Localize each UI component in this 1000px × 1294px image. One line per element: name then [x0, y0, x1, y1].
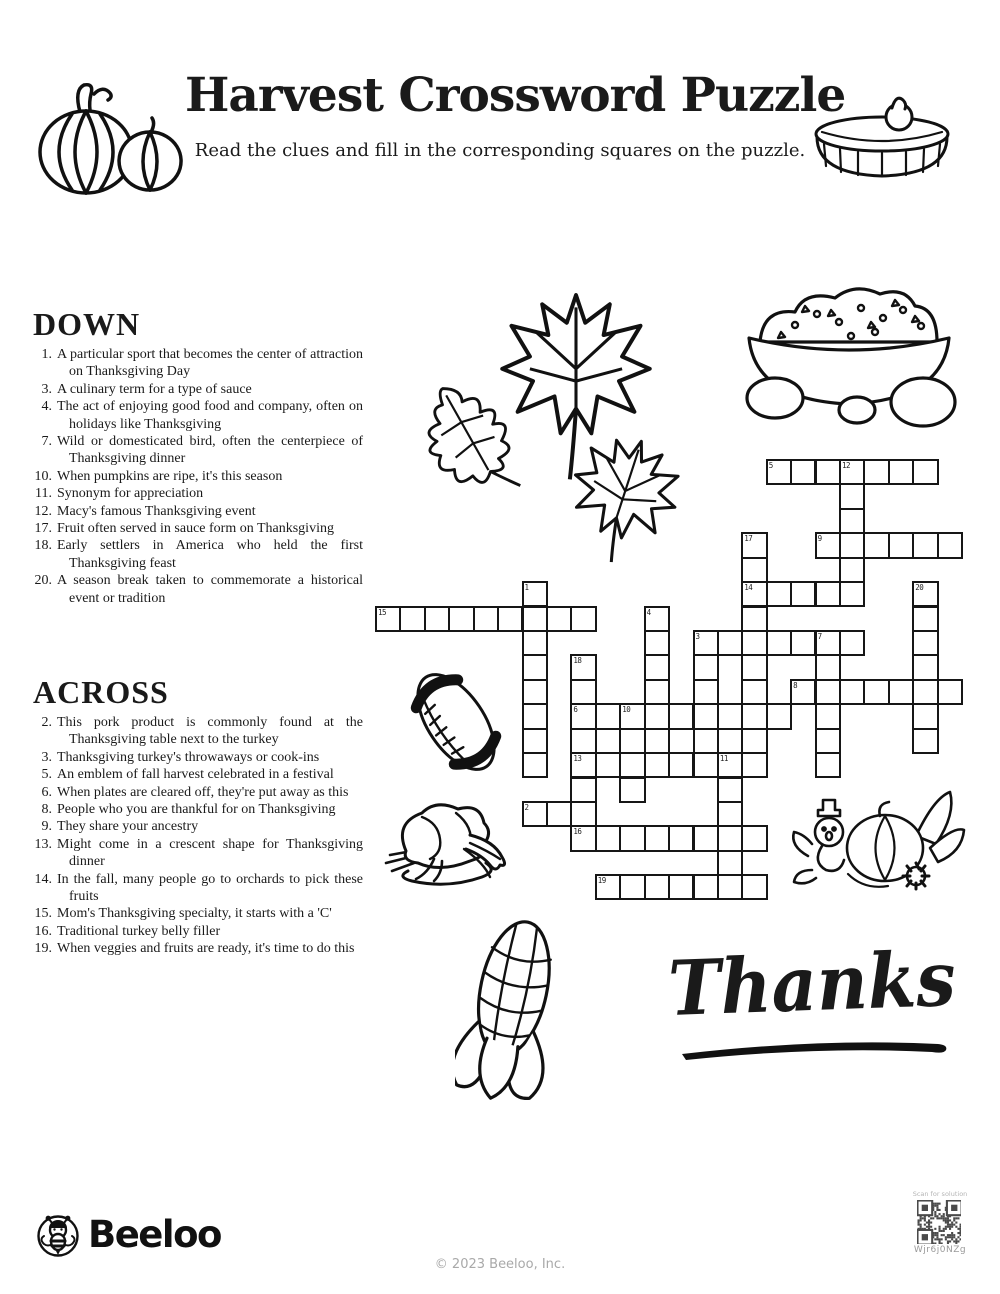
grid-cell-r10-c8: [570, 703, 596, 729]
grid-cell-r6-c2: [424, 606, 450, 632]
cell-number-8: 8: [793, 680, 798, 690]
beeloo-wordmark: Beeloo: [88, 1213, 221, 1256]
clue-number: 6.: [41, 784, 52, 800]
grid-cell-r8-c22: [912, 654, 938, 680]
grid-cell-r5-c16: [766, 581, 792, 607]
clue-number: 1.: [41, 347, 52, 362]
clue-number: 14.: [34, 871, 52, 887]
clue-number: 13.: [34, 836, 52, 852]
pumpkins-illustration: [28, 78, 190, 198]
clue-text: A culinary term for a type of sauce: [57, 381, 252, 397]
grid-cell-r3-c22: [912, 532, 938, 558]
cell-number-3: 3: [695, 631, 700, 641]
grid-cell-r7-c15: [741, 630, 767, 656]
clue-number: 18.: [34, 538, 52, 554]
cell-number-7: 7: [817, 631, 822, 641]
grid-cell-r7-c11: [644, 630, 670, 656]
cell-number-4: 4: [646, 607, 651, 617]
grid-cell-r14-c14: [717, 801, 743, 827]
grid-cell-r12-c14: [717, 752, 743, 778]
grid-cell-r5-c22: [912, 581, 938, 607]
grid-cell-r10-c13: [693, 703, 719, 729]
grid-cell-r13-c14: [717, 777, 743, 803]
across-clue-2: [33, 714, 363, 749]
cell-number-13: 13: [573, 754, 582, 763]
grid-cell-r9-c21: [888, 679, 914, 705]
grid-cell-r10-c14: [717, 703, 743, 729]
grid-cell-r6-c22: [912, 606, 938, 632]
grid-cell-r9-c6: [522, 679, 548, 705]
grid-cell-r3-c18: [815, 532, 841, 558]
clue-text: When plates are cleared off, they're put away as this: [57, 784, 349, 800]
cell-number-2: 2: [524, 802, 529, 812]
thanks-underline: [680, 1036, 952, 1062]
grid-cell-r10-c6: [522, 703, 548, 729]
grid-cell-r0-c22: [912, 459, 938, 485]
grid-cell-r12-c15: [741, 752, 767, 778]
clue-number: 5.: [41, 767, 52, 783]
cell-number-20: 20: [915, 583, 924, 593]
clue-text: Wild or domesticated bird, often the centerpiece of Thanksgiving dinner: [57, 434, 363, 467]
cell-number-18: 18: [573, 656, 582, 666]
cell-number-10: 10: [622, 705, 631, 715]
grid-cell-r2-c19: [839, 508, 865, 534]
down-clue-10: [33, 468, 363, 485]
cell-number-15: 15: [378, 607, 387, 617]
clue-number: 15.: [34, 906, 52, 922]
cell-number-1: 1: [524, 583, 529, 593]
grid-cell-r9-c18: [815, 679, 841, 705]
grid-cell-r6-c7: [546, 606, 572, 632]
grid-cell-r11-c6: [522, 728, 548, 754]
down-clue-20: [33, 572, 363, 607]
grid-cell-r15-c12: [668, 825, 694, 851]
grid-cell-r12-c11: [644, 752, 670, 778]
grid-cell-r9-c23: [937, 679, 963, 705]
grid-cell-r3-c23: [937, 532, 963, 558]
grid-cell-r9-c8: [570, 679, 596, 705]
beeloo-logo-icon: [36, 1214, 80, 1258]
grid-cell-r8-c15: [741, 654, 767, 680]
clue-text: Early settlers in America who held the first Thanksgiving feast: [57, 538, 363, 571]
down-clue-18: [33, 537, 363, 572]
across-clue-5: [33, 766, 363, 783]
clue-text: Synonym for appreciation: [57, 486, 204, 502]
clue-text: Might come in a crescent shape for Thanksgiving dinner: [57, 836, 363, 870]
grid-cell-r5-c18: [815, 581, 841, 607]
down-clue-11: [33, 485, 363, 502]
grid-cell-r9-c11: [644, 679, 670, 705]
grid-cell-r0-c17: [790, 459, 816, 485]
grid-cell-r3-c15: [741, 532, 767, 558]
grid-cell-r15-c8: [570, 825, 596, 851]
grid-cell-r9-c20: [863, 679, 889, 705]
grid-cell-r11-c22: [912, 728, 938, 754]
clue-number: 12.: [34, 503, 52, 519]
grid-cell-r1-c19: [839, 483, 865, 509]
clue-text: A particular sport that becomes the center of attraction on Thanksgiving Day: [57, 347, 363, 380]
across-section-heading: ACROSS: [33, 674, 169, 710]
grid-cell-r11-c18: [815, 728, 841, 754]
grid-cell-r14-c8: [570, 801, 596, 827]
grid-cell-r7-c18: [815, 630, 841, 656]
clue-text: They share your ancestry: [57, 819, 199, 835]
grid-cell-r9-c17: [790, 679, 816, 705]
grid-cell-r10-c15: [741, 703, 767, 729]
down-clue-12: [33, 503, 363, 520]
across-clue-14: [33, 871, 363, 906]
grid-cell-r15-c10: [619, 825, 645, 851]
grid-cell-r0-c16: [766, 459, 792, 485]
grid-cell-r4-c15: [741, 557, 767, 583]
clue-number: 11.: [35, 486, 52, 502]
across-clue-3: [33, 749, 363, 766]
clue-number: 10.: [34, 468, 52, 484]
grid-cell-r17-c15: [741, 874, 767, 900]
clue-number: 17.: [34, 521, 52, 537]
across-clue-19: [33, 940, 363, 957]
cell-number-19: 19: [597, 876, 606, 886]
grid-cell-r0-c18: [815, 459, 841, 485]
grid-cell-r15-c11: [644, 825, 670, 851]
grid-cell-r15-c13: [693, 825, 719, 851]
across-clue-list: [33, 714, 363, 958]
grid-cell-r17-c12: [668, 874, 694, 900]
clue-number: 8.: [41, 802, 52, 818]
grid-cell-r6-c6: [522, 606, 548, 632]
bowl-of-food-illustration: [735, 280, 963, 434]
grid-cell-r10-c18: [815, 703, 841, 729]
page-title: Harvest Crossword Puzzle: [185, 68, 846, 123]
grid-cell-r8-c6: [522, 654, 548, 680]
crossword-grid: [375, 459, 965, 904]
grid-cell-r11-c8: [570, 728, 596, 754]
across-clue-6: [33, 784, 363, 801]
grid-cell-r4-c19: [839, 557, 865, 583]
grid-cell-r7-c13: [693, 630, 719, 656]
clue-text: Fruit often served in sauce form on Thanksgiving: [57, 521, 334, 537]
clue-number: 20.: [34, 573, 52, 589]
cell-number-5: 5: [768, 461, 773, 470]
grid-cell-r10-c22: [912, 703, 938, 729]
grid-cell-r3-c20: [863, 532, 889, 558]
clue-number: 7.: [41, 434, 52, 450]
down-clue-1: [33, 346, 363, 381]
clue-number: 2.: [41, 715, 52, 730]
grid-cell-r16-c14: [717, 850, 743, 876]
grid-cell-r6-c5: [497, 606, 523, 632]
grid-cell-r10-c10: [619, 703, 645, 729]
cell-number-11: 11: [719, 754, 728, 763]
grid-cell-r11-c10: [619, 728, 645, 754]
down-clue-17: [33, 520, 363, 537]
grid-cell-r3-c21: [888, 532, 914, 558]
grid-cell-r15-c14: [717, 825, 743, 851]
thanks-script-text: Thanks: [666, 933, 958, 1034]
clue-text: People who you are thankful for on Thanksgiving: [57, 802, 336, 818]
grid-cell-r15-c15: [741, 825, 767, 851]
grid-cell-r12-c18: [815, 752, 841, 778]
clue-number: 4.: [41, 399, 52, 415]
grid-cell-r11-c13: [693, 728, 719, 754]
grid-cell-r17-c11: [644, 874, 670, 900]
grid-cell-r6-c3: [448, 606, 474, 632]
grid-cell-r0-c19: [839, 459, 865, 485]
grid-cell-r17-c9: [595, 874, 621, 900]
down-clue-7: [33, 433, 363, 468]
across-clue-8: [33, 801, 363, 818]
clue-text: A season break taken to commemorate a historical event or tradition: [57, 573, 363, 606]
clue-number: 16.: [34, 923, 52, 939]
grid-cell-r8-c11: [644, 654, 670, 680]
clue-text: Mom's Thanksgiving specialty, it starts with a 'C': [57, 906, 332, 922]
grid-cell-r13-c10: [619, 777, 645, 803]
grid-cell-r12-c12: [668, 752, 694, 778]
across-clue-9: [33, 818, 363, 835]
pumpkin-pie-illustration: [806, 92, 958, 182]
grid-cell-r9-c13: [693, 679, 719, 705]
grid-cell-r10-c16: [766, 703, 792, 729]
grid-cell-r9-c19: [839, 679, 865, 705]
grid-cell-r13-c8: [570, 777, 596, 803]
clue-text: This pork product is commonly found at the Thanksgiving table next to the turkey: [57, 715, 363, 748]
cell-number-16: 16: [573, 827, 582, 837]
grid-cell-r5-c6: [522, 581, 548, 607]
grid-cell-r7-c22: [912, 630, 938, 656]
grid-cell-r14-c6: [522, 801, 548, 827]
cell-number-14: 14: [744, 583, 753, 593]
clue-text: Thanksgiving turkey's throwaways or cook-ins: [57, 749, 320, 765]
down-clue-3: [33, 381, 363, 398]
grid-cell-r6-c1: [399, 606, 425, 632]
clue-text: In the fall, many people go to orchards to pick these fruits: [57, 871, 363, 905]
across-clue-13: [33, 836, 363, 871]
grid-cell-r7-c14: [717, 630, 743, 656]
grid-cell-r17-c13: [693, 874, 719, 900]
grid-cell-r7-c17: [790, 630, 816, 656]
copyright-text: © 2023 Beeloo, Inc.: [434, 1257, 566, 1272]
grid-cell-r6-c4: [473, 606, 499, 632]
cell-number-9: 9: [817, 534, 822, 544]
grid-cell-r8-c8: [570, 654, 596, 680]
clue-text: When pumpkins are ripe, it's this season: [57, 468, 283, 484]
clue-number: 3.: [41, 749, 52, 765]
clue-text: The act of enjoying good food and company, often on holidays like Thanksgiving: [57, 399, 363, 432]
page-subtitle: Read the clues and fill in the corresponding squares on the puzzle.: [194, 140, 806, 161]
clue-number: 19.: [34, 941, 52, 957]
grid-cell-r9-c15: [741, 679, 767, 705]
grid-cell-r14-c7: [546, 801, 572, 827]
clue-number: 3.: [41, 381, 52, 397]
clue-number: 9.: [41, 819, 52, 835]
cell-number-6: 6: [573, 705, 578, 715]
across-clue-16: [33, 923, 363, 940]
grid-cell-r6-c8: [570, 606, 596, 632]
grid-cell-r9-c22: [912, 679, 938, 705]
grid-cell-r7-c19: [839, 630, 865, 656]
grid-cell-r11-c11: [644, 728, 670, 754]
across-clue-15: [33, 905, 363, 922]
grid-cell-r8-c13: [693, 654, 719, 680]
corn-illustration: [455, 903, 591, 1105]
grid-cell-r5-c17: [790, 581, 816, 607]
solution-code-text: Wjr6j0NZg: [913, 1245, 967, 1255]
clue-text: Macy's famous Thanksgiving event: [57, 503, 256, 519]
down-clue-list: [33, 346, 363, 607]
grid-cell-r12-c10: [619, 752, 645, 778]
clue-text: An emblem of fall harvest celebrated in a festival: [57, 767, 334, 783]
grid-cell-r17-c14: [717, 874, 743, 900]
qr-code: [917, 1200, 961, 1249]
grid-cell-r12-c9: [595, 752, 621, 778]
grid-cell-r10-c9: [595, 703, 621, 729]
grid-cell-r8-c18: [815, 654, 841, 680]
cell-number-17: 17: [744, 534, 753, 544]
grid-cell-r17-c10: [619, 874, 645, 900]
cell-number-12: 12: [842, 461, 851, 470]
down-clue-4: [33, 398, 363, 433]
scan-for-solution-label: Scan for solution: [912, 1190, 968, 1198]
grid-cell-r15-c9: [595, 825, 621, 851]
grid-cell-r12-c6: [522, 752, 548, 778]
grid-cell-r6-c0: [375, 606, 401, 632]
grid-cell-r5-c15: [741, 581, 767, 607]
grid-cell-r6-c15: [741, 606, 767, 632]
clue-text: When veggies and fruits are ready, it's time to do this: [57, 941, 355, 957]
grid-cell-r10-c11: [644, 703, 670, 729]
grid-cell-r12-c8: [570, 752, 596, 778]
grid-cell-r10-c12: [668, 703, 694, 729]
grid-cell-r7-c16: [766, 630, 792, 656]
down-section-heading: DOWN: [33, 306, 141, 342]
grid-cell-r0-c20: [863, 459, 889, 485]
grid-cell-r6-c11: [644, 606, 670, 632]
grid-cell-r7-c6: [522, 630, 548, 656]
grid-cell-r3-c19: [839, 532, 865, 558]
grid-cell-r12-c13: [693, 752, 719, 778]
grid-cell-r0-c21: [888, 459, 914, 485]
clue-text: Traditional turkey belly filler: [57, 923, 221, 939]
grid-cell-r11-c15: [741, 728, 767, 754]
grid-cell-r5-c19: [839, 581, 865, 607]
